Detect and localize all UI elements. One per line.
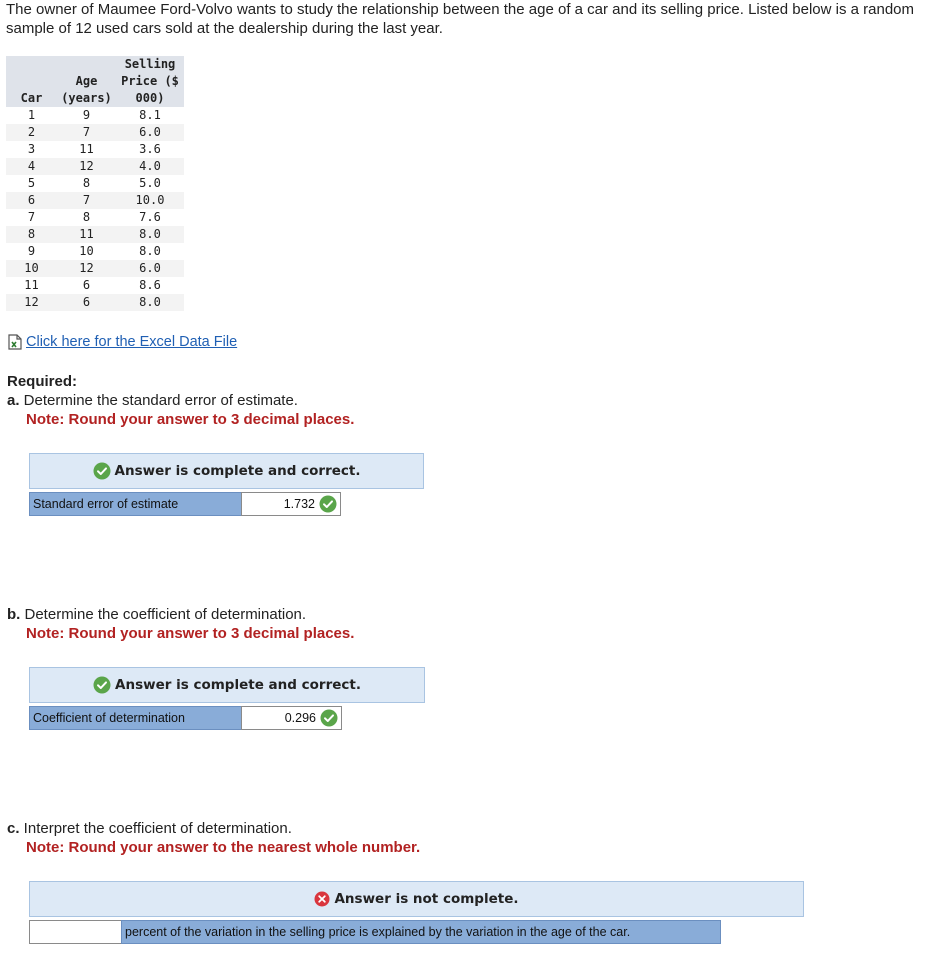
note-a: Note: Round your answer to 3 decimal places. [26,411,355,428]
required-label: Required: [7,373,78,390]
cell-car: 11 [24,278,39,292]
cell-age: 12 [57,158,116,175]
standard-error-value: 1.732 [283,497,315,511]
table-row [6,192,184,209]
cell-car: 6 [6,192,57,209]
answer-status-banner-c [29,881,804,917]
header-car: Car [6,56,57,107]
cell-price: 5.0 [139,176,161,190]
table-row [6,294,184,311]
check-circle-icon [93,462,111,480]
question-c [7,819,292,838]
header-age: Age (years) [57,56,116,107]
cell-age: 8 [82,176,91,190]
banner-b-text: Answer is complete and correct. [115,677,361,693]
cell-price: 6.0 [116,124,184,141]
cell-price: 10.0 [116,192,184,209]
cell-price: 8.0 [116,226,184,243]
table-header-row [6,56,184,107]
coefficient-value: 0.296 [284,711,316,725]
answer-status-banner-a [29,453,424,489]
interpretation-percent-input[interactable] [29,920,122,944]
cell-price: 8.6 [139,278,161,292]
check-circle-icon [93,676,111,694]
coefficient-answer[interactable] [241,706,342,730]
table-row [6,141,184,158]
cell-car: 3 [27,142,36,156]
cell-car: 7 [27,210,36,224]
note-b: Note: Round your answer to 3 decimal places. [26,625,355,642]
cell-car: 10 [6,260,57,277]
note-c: Note: Round your answer to the nearest whole number. [26,839,421,856]
cell-car: 4 [6,158,57,175]
cell-price: 3.6 [139,142,161,156]
standard-error-answer[interactable] [241,492,341,516]
question-b-prefix: b. [7,606,21,623]
table-row [6,175,184,192]
question-a [7,391,298,410]
cell-age: 11 [79,142,94,156]
cell-age: 12 [57,260,116,277]
excel-data-link[interactable] [7,334,237,350]
question-c-prefix: c. [7,820,20,837]
cell-age: 10 [79,244,94,258]
excel-file-icon [7,334,23,350]
table-row [6,226,184,243]
question-b [7,605,306,624]
table-row [6,243,184,260]
table-row [6,158,184,175]
cell-car: 1 [27,108,36,122]
table-row [6,260,184,277]
cell-car: 8 [6,226,57,243]
table-row [6,209,184,226]
coefficient-label: Coefficient of determination [29,706,242,730]
cell-car: 9 [27,244,36,258]
answer-status-banner-b [29,667,425,703]
question-a-prefix: a. [7,392,20,409]
cell-price: 8.0 [139,244,161,258]
table-row [6,107,184,124]
banner-c-text: Answer is not complete. [334,891,519,907]
cell-car: 12 [6,294,57,311]
cell-age: 6 [57,294,116,311]
problem-intro: The owner of Maumee Ford-Volvo wants to study the relationship between the age of a car and its selling price. Listed below is a random sample of 12 used cars sold at the dealership during the last year. [6,1,914,37]
cell-car: 2 [6,124,57,141]
cell-price: 7.6 [139,210,161,224]
cell-age: 7 [57,124,116,141]
cell-age: 9 [82,108,91,122]
data-table [6,56,184,311]
table-row [6,124,184,141]
cell-age: 7 [57,192,116,209]
question-a-text: Determine the standard error of estimate. [19,392,298,409]
cell-price: 6.0 [116,260,184,277]
question-b-text: Determine the coefficient of determination. [20,606,307,623]
check-circle-icon [319,495,337,513]
cell-age: 8 [82,210,91,224]
cell-price: 8.0 [116,294,184,311]
check-circle-icon [320,709,338,727]
table-body [6,107,184,311]
cell-age: 11 [57,226,116,243]
x-circle-icon [314,891,330,907]
standard-error-label: Standard error of estimate [29,492,242,516]
banner-a-text: Answer is complete and correct. [114,463,361,479]
header-price: Selling Price ($ 000) [116,56,184,107]
cell-car: 5 [27,176,36,190]
interpretation-label: percent of the variation in the selling price is explained by the variation in the age of the car. [121,920,721,944]
cell-price: 4.0 [116,158,184,175]
question-c-text: Interpret the coefficient of determination. [19,820,292,837]
cell-price: 8.1 [139,108,161,122]
cell-age: 6 [82,278,91,292]
table-row [6,277,184,294]
excel-link-text[interactable]: Click here for the Excel Data File [26,334,238,350]
